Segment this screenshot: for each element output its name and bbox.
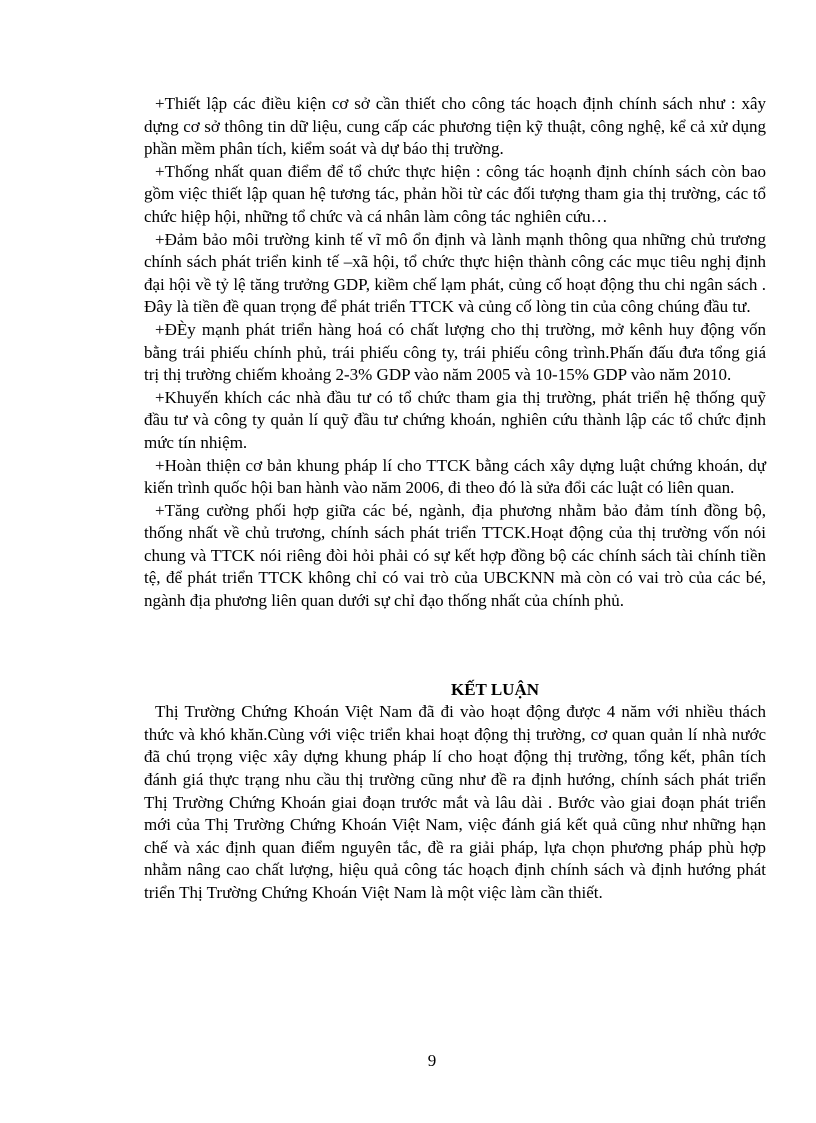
recommendation-paragraph-6: +Hoàn thiện cơ bản khung pháp lí cho TTCK bằng cách xây dựng luật chứng khoán, dự kiến trình quốc hội ban hành vào năm 2006, đi theo đó là sửa đổi các luật có liên quan. <box>144 455 766 498</box>
page-number: 9 <box>427 1051 437 1070</box>
recommendation-paragraph-4: +ĐÈy mạnh phát triển hàng hoá có chất lượng cho thị trường, mở kênh huy động vốn bằng trái phiếu chính phủ, trái phiếu công ty, trái phiếu công trình.Phấn đấu đưa tổng giá trị thị trường chiếm khoảng 2-3% GDP vào năm 2005 và 10-15% GDP vào năm 2010. <box>144 319 766 385</box>
recommendation-paragraph-5: +Khuyến khích các nhà đầu tư có tổ chức tham gia thị trường, phát triển hệ thống quỹ đầu tư và công ty quản lí quỹ đầu tư chứng khoán, nghiên cứu thành lập các tổ chức định mức tín nhiệm. <box>144 387 766 452</box>
recommendation-paragraph-1: +Thiết lập các điều kiện cơ sở cần thiết cho công tác hoạch định chính sách như : xây dựng cơ sở thông tin dữ liệu, cung cấp các phương tiện kỹ thuật, công nghệ, kể cả xử dụng phần mềm phân tích, kiểm soát và dự báo thị trường. <box>144 94 766 159</box>
page-body <box>144 93 766 905</box>
recommendation-paragraph-2: +Thống nhất quan điểm để tổ chức thực hiện : công tác hoạnh định chính sách còn bao gồm việc thiết lập quan hệ tương tác, phản hồi từ các đối tượng tham gia thị trường, các tổ chức hiệp hội, những tổ chức và cá nhân làm công tác nghiên cứu… <box>144 161 766 226</box>
recommendation-paragraph-3: +Đảm bảo môi trường kinh tế vĩ mô ổn định và lành mạnh thông qua những chủ trương chính sách phát triển kinh tế –xã hội, tổ chức thực hiện thành công các mục tiêu nghị định đại hội về tỷ lệ tăng trưởng GDP, kiềm chế lạm phát, củng cố hoạt động thu chi ngân sách . Đây là tiền đề quan trọng để phát triển TTCK và củng cố lòng tin của công chúng đầu tư. <box>144 229 766 317</box>
conclusion-paragraph: Thị Trường Chứng Khoán Việt Nam đã đi vào hoạt động được 4 năm với nhiều thách thức và khó khăn.Cùng với việc triển khai hoạt động thị trường, cơ quan quản lí nhà nước đã chú trọng việc xây dựng khung pháp lí cho hoạt động thị trường, tổng kết, phân tích đánh giá thực trạng nhu cầu thị trường cũng như đề ra định hướng, chính sách phát triển Thị Trường Chứng Khoán giai đoạn trước mắt và lâu dài . Bước vào giai đoạn phát triển mới của Thị Trường Chứng Khoán Việt Nam, việc đánh giá kết quả cũng như những hạn chế và xác định quan điểm nguyên tắc, đề ra giải pháp, lựa chọn phương pháp phù hợp nhằm nâng cao chất lượng, hiệu quả công tác hoạch định chính sách và định hướng phát triển Thị Trường Chứng Khoán Việt Nam là một việc làm cần thiết. <box>144 702 766 902</box>
conclusion-heading: KẾT LUẬN <box>450 679 539 699</box>
recommendation-paragraph-7: +Tăng cường phối hợp giữa các bé, ngành, địa phương nhằm bảo đảm tính đồng bộ, thống nhất về chủ trương, chính sách phát triển TTCK.Hoạt động của thị trường vốn nói chung và TTCK nói riêng đòi hỏi phải có sự kết hợp đồng bộ các chính sách tài chính tiền tệ, để phát triển TTCK không chỉ có vai trò của UBCKNN mà còn có vai trò của các bé, ngành địa phương liên quan dưới sự chỉ đạo thống nhất của chính phủ. <box>144 500 766 611</box>
